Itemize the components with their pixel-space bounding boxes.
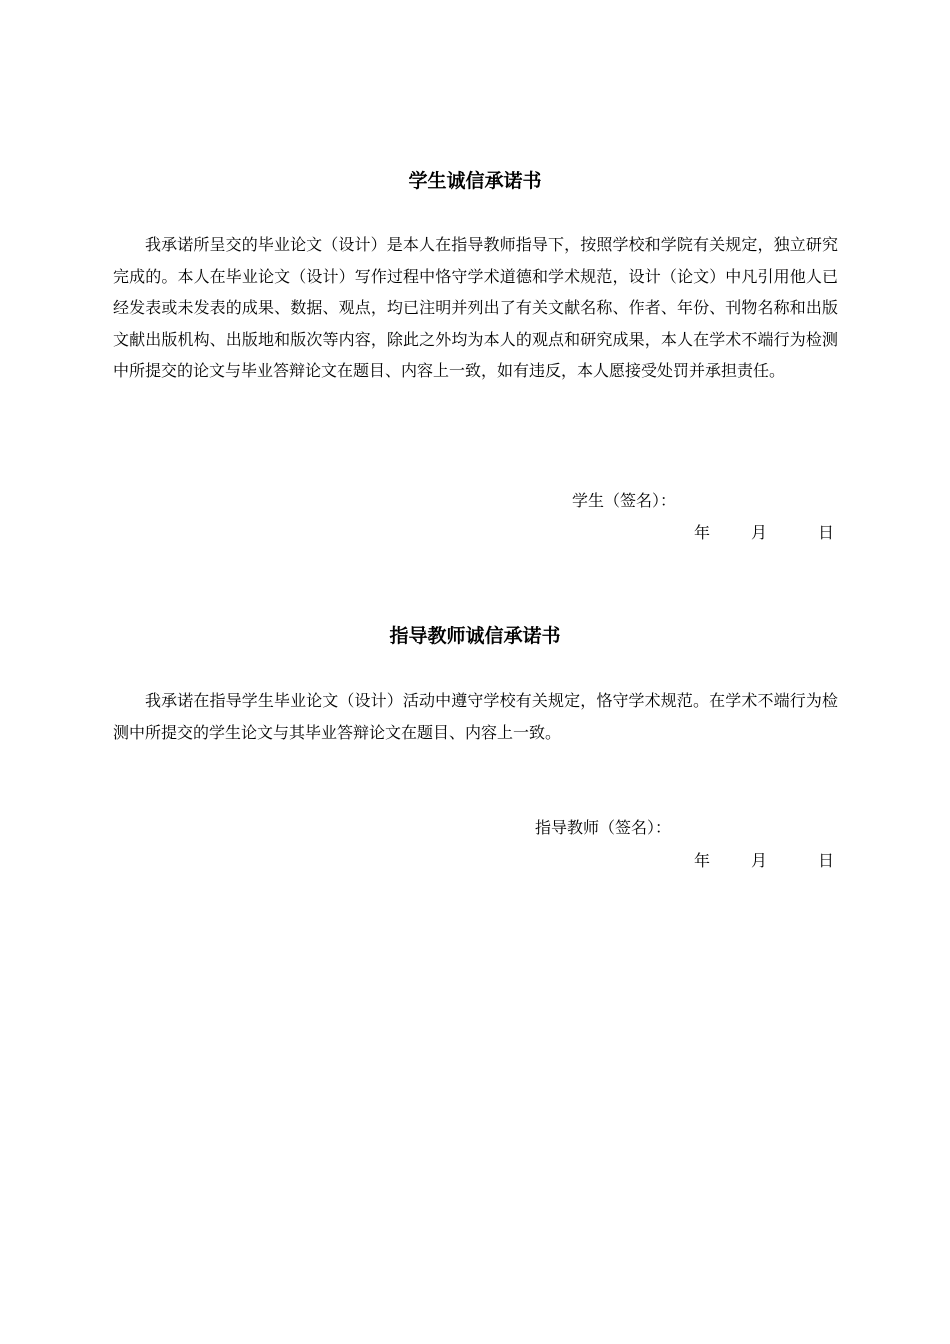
student-pledge-title: 学生诚信承诺书 <box>408 170 542 192</box>
teacher-pledge-paragraph: 我承诺在指导学生毕业论文（设计）活动中遵守学校有关规定，恪守学术规范。在学术不端行为检测中所提交的学生论文与其毕业答辩论文在题目、内容上一致。 <box>113 691 838 742</box>
student-signature-label: 学生（签名）： <box>572 491 677 510</box>
teacher-signature-label: 指导教师（签名）： <box>535 818 672 837</box>
teacher-date-day: 日 <box>818 851 835 870</box>
student-date-day: 日 <box>818 523 835 542</box>
teacher-date-year: 年 <box>694 851 711 870</box>
student-date-month: 月 <box>751 523 768 542</box>
teacher-date-month: 月 <box>751 851 768 870</box>
teacher-pledge-title: 指导教师诚信承诺书 <box>389 625 561 647</box>
student-pledge-paragraph: 我承诺所呈交的毕业论文（设计）是本人在指导教师指导下，按照学校和学院有关规定，独立研究完成的。本人在毕业论文（设计）写作过程中恪守学术道德和学术规范，设计（论文）中凡引用他人已经发表或未发表的成果、数据、观点，均已注明并列出了有关文献名称、作者、年份、刊物名称和出版文献出版机构、出版地和版次等内容，除此之外均为本人的观点和研究成果，本人在学术不端行为检测中所提交的论文与毕业答辩论文在题目、内容上一致，如有违反，本人愿接受处罚并承担责任。 <box>113 235 838 381</box>
student-date-year: 年 <box>694 523 711 542</box>
